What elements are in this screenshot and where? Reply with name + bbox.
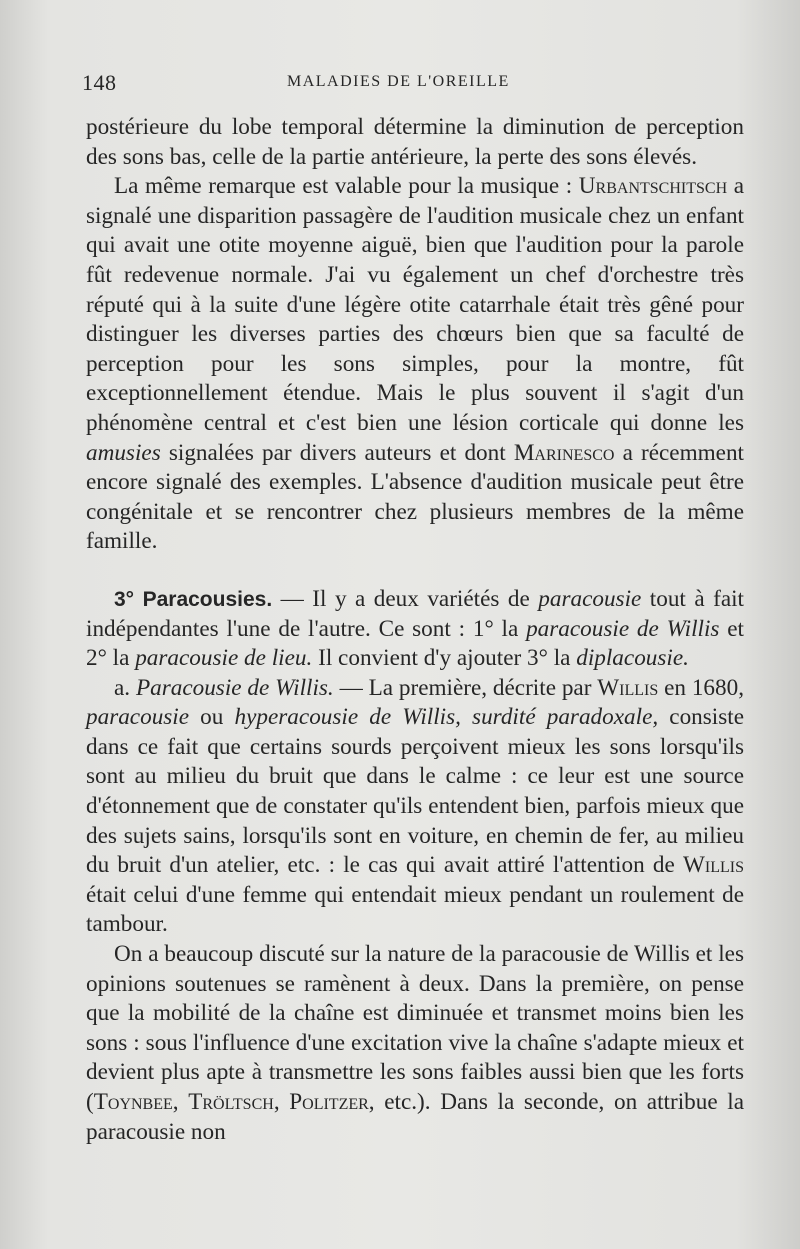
body-text bbox=[86, 113, 744, 1147]
paragraph-1: postérieure du lobe temporal détermine la diminution de perception des sons bas, celle de la partie antérieure, la perte des sons élevés. bbox=[86, 114, 744, 170]
paragraph-2 bbox=[86, 172, 744, 557]
page-number: 148 bbox=[82, 70, 117, 95]
author-name: Marinesco bbox=[513, 439, 615, 466]
text-run: a. bbox=[114, 674, 136, 701]
author-name: Tröltsch bbox=[188, 1089, 274, 1115]
text-run: Il convient d'y ajouter 3° la bbox=[312, 645, 577, 672]
text-run: et 2° la bbox=[86, 615, 744, 672]
text-run: tout à fait indépendantes l'une de l'autre. Ce sont : 1° la bbox=[86, 585, 744, 642]
text-run: était celui d'une femme qui entendait mieux pendant un roulement de tambour. bbox=[86, 881, 744, 938]
text-run: signalées par divers auteurs et dont bbox=[160, 439, 514, 466]
text-run: en 1680, bbox=[658, 674, 745, 701]
page-header bbox=[82, 64, 742, 104]
text-run: — La première, décrite par bbox=[333, 674, 598, 701]
paragraph-5 bbox=[86, 940, 744, 1147]
italic-term: paracousie de Willis bbox=[526, 615, 720, 642]
text-run: — Il y a deux variétés de bbox=[272, 585, 539, 612]
running-title: MALADIES DE L'OREILLE bbox=[287, 73, 510, 90]
paragraph-3 bbox=[86, 585, 744, 674]
italic-term: paracousie de lieu. bbox=[135, 645, 313, 672]
italic-term: paracousie bbox=[86, 704, 190, 731]
text-run: ou bbox=[189, 704, 235, 731]
italic-term: hyperacousie de Willis, surdité paradoxale, bbox=[234, 704, 659, 731]
text-run: consiste dans ce fait que certains sourds perçoivent mieux les sons lorsqu'ils sont au milieu du bruit que dans le calme : ce leur est une source d'étonnement que de constater qu'ils entendent bien, parfois mieux que des sujets sains, lorsqu'ils sont en voiture, en chemin de fer, au milieu du bruit d'un atelier, etc. : le cas qui avait attiré l'attention de bbox=[86, 704, 744, 879]
author-name: Toynbee bbox=[93, 1089, 173, 1115]
author-name: Politzer bbox=[289, 1089, 369, 1115]
italic-term: diplacousie. bbox=[576, 645, 689, 672]
text-run: a récemment encore signalé des exemples. L'absence d'audition musicale peut être congénitale et se rencontrer chez plusieurs membres de la même famille. bbox=[86, 439, 744, 555]
italic-term: amusies bbox=[86, 439, 161, 466]
text-run: , etc.). Dans la seconde, on attribue la paracousie non bbox=[86, 1089, 745, 1145]
text-run: On a beaucoup discuté sur la nature de la paracousie de Willis et les opinions soutenues se ramènent à deux. Dans la première, on pense que la mobilité de la chaîne est diminuée et transmet moins bien les sons : sous l'influence d'une excitation vive la chaîne s'adapte mieux et devient plus apte à transmettre les sons faibles aussi bien que les forts ( bbox=[86, 941, 744, 1115]
text-run: , bbox=[273, 1089, 290, 1115]
text-run: a signalé une disparition passagère de l'audition musicale chez un enfant qui avait une otite moyenne aiguë, bien que l'audition pour la parole fût redevenue normale. J'ai vu également un chef d'orchestre très réputé qui à la suite d'une légère otite catarrhale était très gêné pour distinguer les diverses parties des chœurs bien que sa faculté de perception pour les sons simples, pour la montre, fût exceptionnellement étendue. Mais le plus souvent il s'agit d'un phénomène central et c'est bien une lésion corticale qui donne les bbox=[86, 173, 744, 436]
author-name: Urbantschitsch bbox=[578, 173, 728, 200]
italic-term: paracousie bbox=[538, 585, 642, 612]
section-heading: 3° Paracousies. bbox=[114, 587, 273, 611]
text-run: La même remarque est valable pour la musique : bbox=[114, 173, 579, 200]
author-name: Willis bbox=[683, 852, 744, 879]
text-run: , bbox=[172, 1089, 189, 1115]
author-name: Willis bbox=[597, 674, 659, 701]
paragraph-4 bbox=[86, 674, 744, 940]
italic-term: Paracousie de Willis. bbox=[135, 674, 334, 701]
section-gap bbox=[86, 557, 744, 585]
